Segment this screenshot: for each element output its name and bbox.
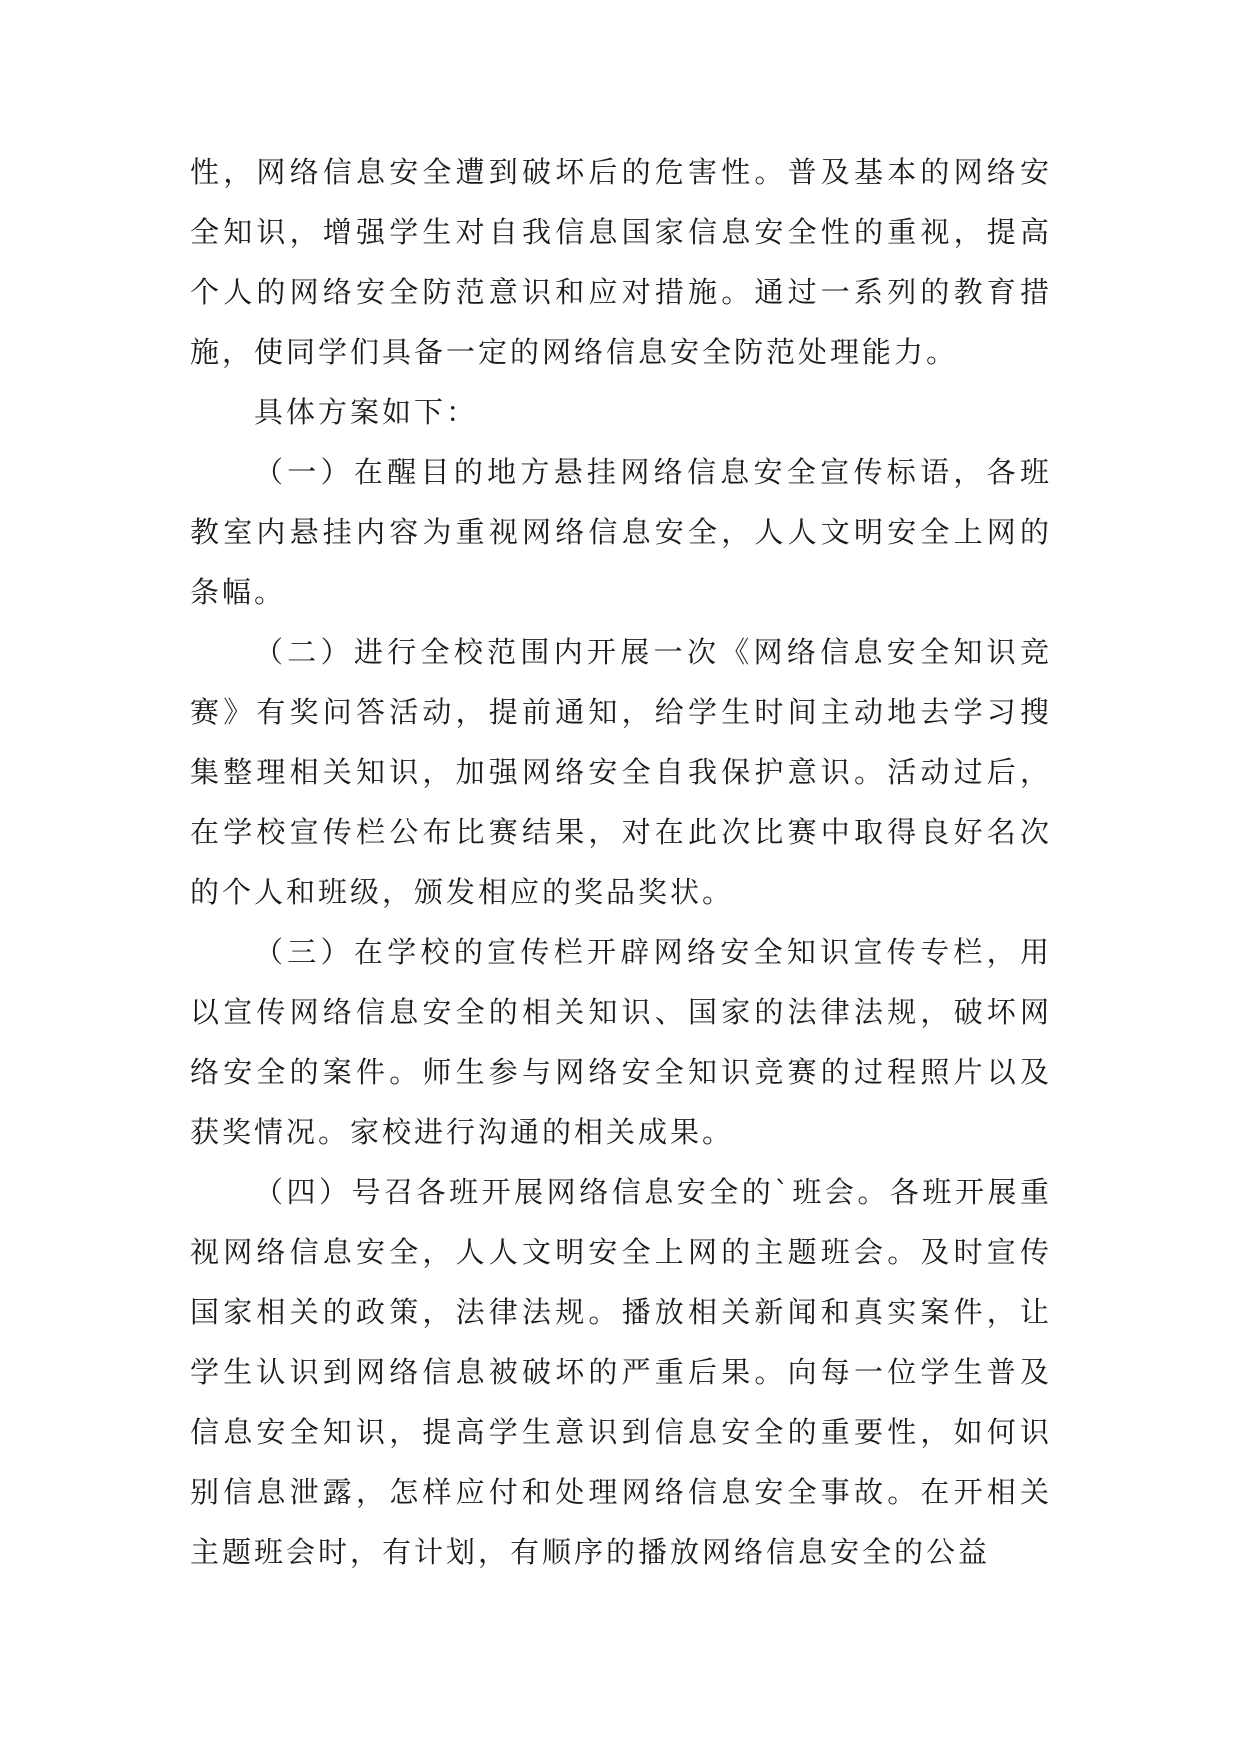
paragraph-continuation: 性，网络信息安全遭到破坏后的危害性。普及基本的网络安全知识，增强学生对自我信息国家信息安全性的重视，提高个人的网络安全防范意识和应对措施。通过一系列的教育措施，使同学们具备一定的网络信息安全防范处理能力。 <box>190 155 1052 369</box>
paragraph-item-1: （一）在醒目的地方悬挂网络信息安全宣传标语，各班教室内悬挂内容为重视网络信息安全，人人文明安全上网的条幅。 <box>190 455 1052 609</box>
document-body <box>190 142 1052 1582</box>
paragraph-item-4: （四）号召各班开展网络信息安全的`班会。各班开展重视网络信息安全，人人文明安全上网的主题班会。及时宣传国家相关的政策，法律法规。播放相关新闻和真实案件，让学生认识到网络信息被破坏的严重后果。向每一位学生普及信息安全知识，提高学生意识到信息安全的重要性，如何识别信息泄露，怎样应付和处理网络信息安全事故。在开相关主题班会时，有计划，有顺序的播放网络信息安全的公益 <box>190 1175 1052 1569</box>
paragraph-item-3: （三）在学校的宣传栏开辟网络安全知识宣传专栏，用以宣传网络信息安全的相关知识、国家的法律法规，破坏网络安全的案件。师生参与网络安全知识竞赛的过程照片以及获奖情况。家校进行沟通的相关成果。 <box>190 935 1052 1149</box>
paragraph-item-2: （二）进行全校范围内开展一次《网络信息安全知识竞赛》有奖问答活动，提前通知，给学生时间主动地去学习搜集整理相关知识，加强网络安全自我保护意识。活动过后，在学校宣传栏公布比赛结果，对在此次比赛中取得良好名次的个人和班级，颁发相应的奖品奖状。 <box>190 635 1052 909</box>
paragraph-plan-intro: 具体方案如下： <box>254 395 479 429</box>
